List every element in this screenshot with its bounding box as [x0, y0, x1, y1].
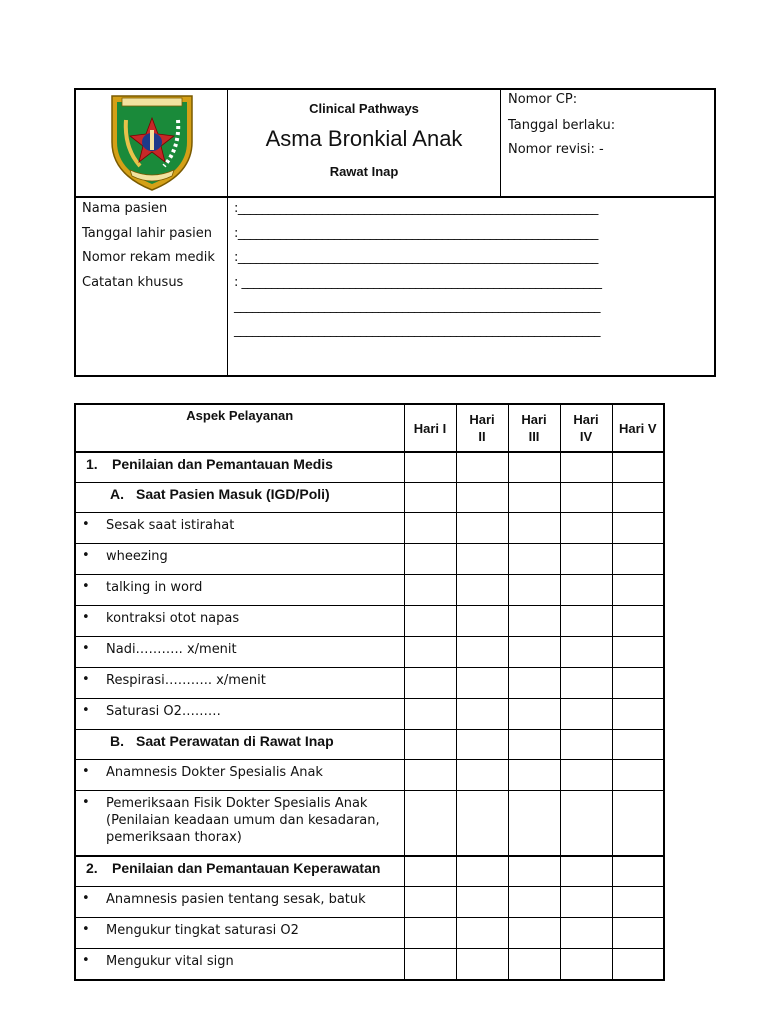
day-checkbox[interactable]	[612, 606, 664, 637]
bullet-icon: •	[82, 641, 90, 656]
patient-labels	[76, 198, 228, 375]
item-cell: • kontraksi otot napas	[75, 606, 404, 637]
day-4-header: Hari IV	[560, 404, 612, 452]
day-checkbox[interactable]	[404, 637, 456, 668]
day-checkbox[interactable]	[560, 887, 612, 918]
section-row	[75, 856, 664, 887]
item-cell: • Anamnesis Dokter Spesialis Anak	[75, 760, 404, 791]
day-checkbox[interactable]	[456, 637, 508, 668]
day-checkbox[interactable]	[508, 699, 560, 730]
day-checkbox[interactable]	[560, 949, 612, 981]
bullet-icon: •	[82, 795, 90, 810]
bullet-icon: •	[82, 953, 90, 968]
item-cell: • Mengukur vital sign	[75, 949, 404, 981]
day-checkbox[interactable]	[560, 637, 612, 668]
day-checkbox[interactable]	[456, 791, 508, 857]
day-checkbox[interactable]	[560, 791, 612, 857]
day-checkbox[interactable]	[612, 575, 664, 606]
title-cell	[228, 90, 501, 198]
subsection-row	[75, 730, 664, 760]
day-checkbox[interactable]	[508, 513, 560, 544]
day-checkbox[interactable]	[404, 668, 456, 699]
day-checkbox[interactable]	[508, 544, 560, 575]
day-checkbox[interactable]	[404, 918, 456, 949]
day-checkbox[interactable]	[612, 452, 664, 483]
revision-number-label: Nomor revisi: -	[508, 142, 604, 157]
table-row	[75, 791, 664, 857]
day-checkbox[interactable]	[456, 452, 508, 483]
special-notes-field[interactable]: : ____________________________________________________________	[234, 275, 602, 290]
day-checkbox[interactable]	[508, 452, 560, 483]
day-checkbox[interactable]	[404, 483, 456, 513]
day-checkbox[interactable]	[404, 575, 456, 606]
day-checkbox[interactable]	[612, 668, 664, 699]
day-checkbox[interactable]	[404, 730, 456, 760]
item-cell: • wheezing	[75, 544, 404, 575]
day-checkbox[interactable]	[456, 856, 508, 887]
table-row	[75, 606, 664, 637]
day-checkbox[interactable]	[612, 887, 664, 918]
day-2-header: Hari II	[456, 404, 508, 452]
day-checkbox[interactable]	[560, 918, 612, 949]
table-row	[75, 544, 664, 575]
table-row	[75, 760, 664, 791]
day-checkbox[interactable]	[508, 606, 560, 637]
bullet-icon: •	[82, 579, 90, 594]
day-checkbox[interactable]	[612, 699, 664, 730]
medical-record-field[interactable]: :____________________________________________________________	[234, 250, 598, 265]
table-row	[75, 949, 664, 981]
day-checkbox[interactable]	[560, 452, 612, 483]
day-checkbox[interactable]	[560, 730, 612, 760]
bullet-icon: •	[82, 517, 90, 532]
subsection-a-title: A. Saat Pasien Masuk (IGD/Poli)	[75, 483, 404, 513]
day-3-header: Hari III	[508, 404, 560, 452]
section-1-title: 1. Penilaian dan Pemantauan Medis	[75, 452, 404, 483]
day-checkbox[interactable]	[508, 949, 560, 981]
day-1-header: Hari I	[404, 404, 456, 452]
day-checkbox[interactable]	[560, 606, 612, 637]
cp-number-label: Nomor CP:	[508, 92, 578, 107]
special-notes-line-3[interactable]: _____________________________________________________________	[234, 323, 600, 338]
table-row	[75, 699, 664, 730]
bullet-icon: •	[82, 764, 90, 779]
item-cell: • Nadi……….. x/menit	[75, 637, 404, 668]
table-header-row	[75, 404, 664, 452]
day-checkbox[interactable]	[508, 887, 560, 918]
day-checkbox[interactable]	[404, 606, 456, 637]
day-checkbox[interactable]	[508, 730, 560, 760]
day-checkbox[interactable]	[456, 606, 508, 637]
day-checkbox[interactable]	[404, 856, 456, 887]
logo-cell	[76, 90, 228, 198]
item-cell: • talking in word	[75, 575, 404, 606]
care-setting: Rawat Inap	[329, 164, 399, 179]
day-checkbox[interactable]	[508, 483, 560, 513]
day-checkbox[interactable]	[508, 575, 560, 606]
day-checkbox[interactable]	[404, 887, 456, 918]
day-checkbox[interactable]	[560, 575, 612, 606]
section-row	[75, 452, 664, 483]
bullet-icon: •	[82, 672, 90, 687]
day-checkbox[interactable]	[456, 483, 508, 513]
day-checkbox[interactable]	[612, 949, 664, 981]
subsection-row	[75, 483, 664, 513]
item-cell: • Anamnesis pasien tentang sesak, batuk	[75, 887, 404, 918]
day-checkbox[interactable]	[508, 637, 560, 668]
item-cell: • Pemeriksaan Fisik Dokter Spesialis Anak (Penilaian keadaan umum dan kesadaran, pemeriksaan thorax)	[75, 791, 404, 857]
special-notes-line-2[interactable]: _____________________________________________________________	[234, 299, 600, 314]
day-checkbox[interactable]	[456, 575, 508, 606]
table-row	[75, 668, 664, 699]
day-checkbox[interactable]	[612, 760, 664, 791]
patient-fill-lines	[228, 198, 714, 375]
day-checkbox[interactable]	[456, 949, 508, 981]
day-checkbox[interactable]	[508, 918, 560, 949]
subsection-b-title: B. Saat Perawatan di Rawat Inap	[75, 730, 404, 760]
day-checkbox[interactable]	[404, 544, 456, 575]
day-checkbox[interactable]	[456, 760, 508, 791]
day-checkbox[interactable]	[456, 887, 508, 918]
bullet-icon: •	[82, 610, 90, 625]
day-checkbox[interactable]	[404, 452, 456, 483]
clinical-pathway-header	[74, 88, 716, 377]
day-checkbox[interactable]	[404, 513, 456, 544]
day-checkbox[interactable]	[612, 856, 664, 887]
day-5-header: Hari V	[612, 404, 664, 452]
table-row	[75, 513, 664, 544]
day-checkbox[interactable]	[560, 544, 612, 575]
day-checkbox[interactable]	[612, 637, 664, 668]
day-checkbox[interactable]	[456, 699, 508, 730]
day-checkbox[interactable]	[560, 699, 612, 730]
item-cell: • Respirasi……….. x/menit	[75, 668, 404, 699]
meta-cell	[501, 90, 714, 198]
patient-name-label: Nama pasien	[82, 201, 168, 216]
aspek-header: Aspek Pelayanan	[75, 404, 404, 452]
document-type: Clinical Pathways	[309, 101, 419, 116]
item-cell: • Mengukur tingkat saturasi O2	[75, 918, 404, 949]
special-notes-label: Catatan khusus	[82, 275, 184, 290]
item-cell: • Saturasi O2………	[75, 699, 404, 730]
regional-emblem-shield-icon	[106, 90, 198, 194]
bullet-icon: •	[82, 703, 90, 718]
valid-date-label: Tanggal berlaku:	[508, 118, 616, 133]
bullet-icon: •	[82, 548, 90, 563]
table-row	[75, 918, 664, 949]
item-cell: • Sesak saat istirahat	[75, 513, 404, 544]
bullet-icon: •	[82, 891, 90, 906]
day-checkbox[interactable]	[456, 918, 508, 949]
day-checkbox[interactable]	[560, 668, 612, 699]
patient-name-field[interactable]: :____________________________________________________________	[234, 201, 598, 216]
day-checkbox[interactable]	[404, 791, 456, 857]
table-row	[75, 887, 664, 918]
section-2-title: 2. Penilaian dan Pemantauan Keperawatan	[75, 856, 404, 887]
day-checkbox[interactable]	[560, 513, 612, 544]
day-checkbox[interactable]	[404, 699, 456, 730]
day-checkbox[interactable]	[456, 544, 508, 575]
birth-date-field[interactable]: :____________________________________________________________	[234, 226, 598, 241]
day-checkbox[interactable]	[612, 513, 664, 544]
day-checkbox[interactable]	[508, 668, 560, 699]
day-checkbox[interactable]	[612, 483, 664, 513]
day-checkbox[interactable]	[612, 730, 664, 760]
birth-date-label: Tanggal lahir pasien	[82, 226, 212, 241]
pathway-title: Asma Bronkial Anak	[265, 126, 463, 151]
day-checkbox[interactable]	[560, 483, 612, 513]
day-checkbox[interactable]	[456, 668, 508, 699]
service-aspects-table	[74, 403, 665, 981]
table-row	[75, 637, 664, 668]
day-checkbox[interactable]	[612, 918, 664, 949]
bullet-icon: •	[82, 922, 90, 937]
day-checkbox[interactable]	[508, 856, 560, 887]
day-checkbox[interactable]	[456, 730, 508, 760]
day-checkbox[interactable]	[508, 791, 560, 857]
day-checkbox[interactable]	[560, 760, 612, 791]
day-checkbox[interactable]	[612, 791, 664, 857]
day-checkbox[interactable]	[456, 513, 508, 544]
day-checkbox[interactable]	[560, 856, 612, 887]
day-checkbox[interactable]	[404, 760, 456, 791]
day-checkbox[interactable]	[508, 760, 560, 791]
medical-record-label: Nomor rekam medik	[82, 250, 215, 265]
day-checkbox[interactable]	[404, 949, 456, 981]
table-row	[75, 575, 664, 606]
day-checkbox[interactable]	[612, 544, 664, 575]
